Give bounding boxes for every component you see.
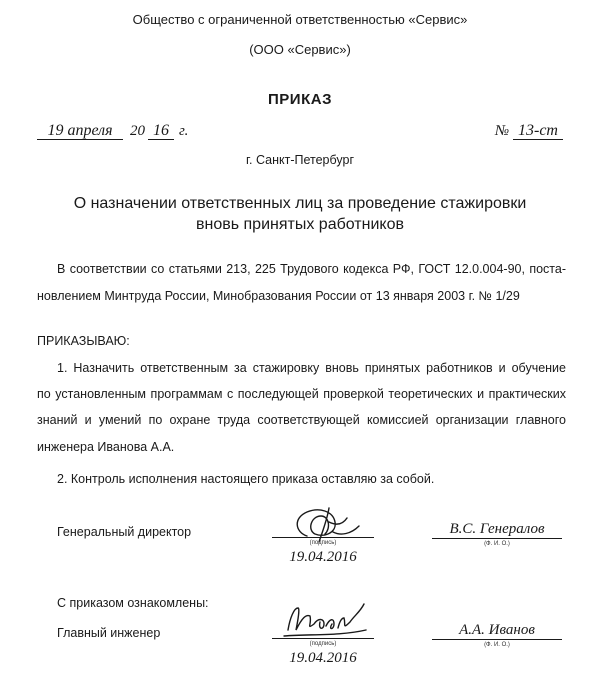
order-word: ПРИКАЗЫВАЮ:: [37, 334, 130, 348]
order-number-label: №: [495, 123, 510, 139]
engineer-signature-caption: (подпись): [309, 641, 337, 647]
engineer-sign-date: 19.04.2016: [289, 650, 357, 666]
director-signature-caption: (подпись): [309, 540, 337, 546]
order-subject-line2: вновь принятых работников: [196, 216, 404, 233]
director-name-caption: (Ф. И. О.): [484, 541, 510, 547]
director-name-line: [432, 538, 562, 539]
engineer-name-caption: (Ф. И. О.): [484, 642, 510, 648]
order-year-prefix: 20: [130, 123, 145, 139]
order-number-value: 13-ст: [513, 123, 563, 140]
order-subject-line1: О назначении ответственных лиц за проведение стажировки: [73, 195, 527, 212]
order-year-suffix: [148, 122, 174, 140]
director-signature-line: [272, 537, 374, 538]
engineer-name-line: [432, 639, 562, 640]
order-number: [513, 122, 563, 140]
director-name: В.С. Генералов: [449, 521, 545, 537]
organization-short-name: (ООО «Сервис»): [249, 42, 351, 57]
engineer-signature-line: [272, 638, 374, 639]
director-sign-date: 19.04.2016: [289, 549, 357, 565]
item2: 2. Контроль исполнения настоящего приказа оставляю за собой.: [57, 472, 435, 486]
organization-full-name: Общество с ограниченной ответственностью «Сервис»: [132, 12, 468, 27]
item1-line3: знаний и умений по охране труда соответствующей комиссией организации главного: [37, 413, 566, 427]
city: г. Санкт-Петербург: [245, 153, 354, 167]
basis-line2: новлением Минтруда России, Минобразования России от 13 января 2003 г. № 1/29: [37, 289, 520, 303]
engineer-position: Главный инженер: [57, 626, 161, 640]
item1-line1: 1. Назначить ответственным за стажировку вновь принятых работников и обучение: [57, 361, 566, 375]
order-day-month-value: 19 апреля: [37, 123, 123, 140]
document-title: ПРИКАЗ: [268, 91, 332, 108]
order-day-month: [37, 122, 123, 140]
engineer-signature-icon: [280, 600, 370, 642]
basis-line1: В соответствии со статьями 213, 225 Трудового кодекса РФ, ГОСТ 12.0.004-90, поста-: [57, 262, 566, 276]
order-year-unit: г.: [179, 123, 189, 139]
acquainted-label: С приказом ознакомлены:: [57, 596, 209, 610]
item1-line2: по установленным программам с последующей проверкой теоретических и практических: [37, 387, 566, 401]
order-year-suffix-value: 16: [148, 123, 174, 140]
engineer-name: А.А. Иванов: [459, 622, 535, 638]
director-position: Генеральный директор: [57, 525, 192, 539]
item1-line4: инженера Иванова А.А.: [37, 440, 175, 454]
